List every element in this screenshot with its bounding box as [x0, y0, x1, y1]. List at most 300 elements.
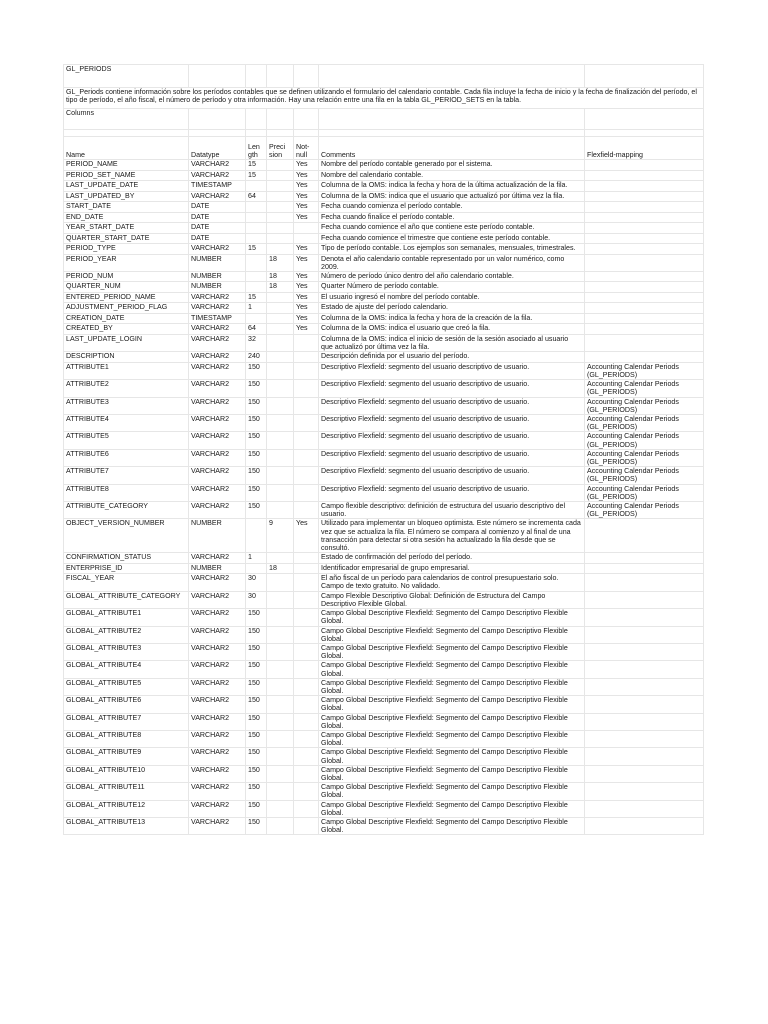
cell-precision: [267, 432, 294, 449]
table-row: [64, 661, 704, 678]
cell-datatype: NUMBER: [189, 282, 246, 293]
cell-flexfield: [585, 800, 704, 817]
cell-notnull: [294, 563, 319, 574]
cell-datatype: VARCHAR2: [189, 502, 246, 519]
table-row: [64, 324, 704, 335]
table-row: [64, 303, 704, 314]
cell-length: 15: [246, 244, 267, 255]
table-row: [64, 553, 704, 564]
cell-precision: [267, 484, 294, 501]
cell-comments: El año fiscal de un período para calendarios de control presupuestario solo. Campo de texto gratuito. No validado.: [319, 574, 585, 591]
table-row: [64, 609, 704, 626]
table-row: [64, 380, 704, 397]
cell-precision: [267, 324, 294, 335]
cell-name: PERIOD_TYPE: [64, 244, 189, 255]
table-row: [64, 292, 704, 303]
cell-notnull: [294, 643, 319, 660]
cell-datatype: VARCHAR2: [189, 678, 246, 695]
cell-precision: [267, 212, 294, 223]
cell-flexfield: [585, 292, 704, 303]
cell-length: 30: [246, 591, 267, 608]
cell-notnull: [294, 352, 319, 363]
cell-comments: Campo Global Descriptive Flexfield: Segmento del Campo Descriptivo Flexible Global.: [319, 713, 585, 730]
cell-flexfield: Accounting Calendar Periods (GL_PERIODS): [585, 415, 704, 432]
cell-notnull: Yes: [294, 191, 319, 202]
cell-datatype: VARCHAR2: [189, 334, 246, 351]
cell-notnull: Yes: [294, 212, 319, 223]
cell-datatype: VARCHAR2: [189, 661, 246, 678]
header-length: Len gth: [246, 137, 267, 160]
cell-flexfield: [585, 202, 704, 213]
cell-length: 150: [246, 748, 267, 765]
cell-comments: Nombre del período contable generado por el sistema.: [319, 160, 585, 171]
cell-datatype: VARCHAR2: [189, 817, 246, 834]
cell-precision: [267, 160, 294, 171]
cell-comments: Identificador empresarial de grupo empresarial.: [319, 563, 585, 574]
cell-precision: [267, 292, 294, 303]
cell-datatype: VARCHAR2: [189, 800, 246, 817]
cell-flexfield: [585, 170, 704, 181]
cell-notnull: [294, 449, 319, 466]
header-name: Name: [64, 137, 189, 160]
cell-length: [246, 271, 267, 282]
cell-precision: [267, 730, 294, 747]
cell-name: ATTRIBUTE4: [64, 415, 189, 432]
cell-length: 150: [246, 609, 267, 626]
cell-comments: Campo Global Descriptive Flexfield: Segmento del Campo Descriptivo Flexible Global.: [319, 696, 585, 713]
header-comments: Comments: [319, 137, 585, 160]
table-row: [64, 362, 704, 379]
cell-notnull: Yes: [294, 181, 319, 192]
cell-flexfield: Accounting Calendar Periods (GL_PERIODS): [585, 502, 704, 519]
cell-precision: [267, 244, 294, 255]
cell-length: [246, 519, 267, 553]
cell-notnull: [294, 748, 319, 765]
cell-flexfield: [585, 212, 704, 223]
cell-comments: Tipo de período contable. Los ejemplos son semanales, mensuales, trimestrales.: [319, 244, 585, 255]
cell-length: 150: [246, 484, 267, 501]
cell-flexfield: [585, 713, 704, 730]
cell-name: ATTRIBUTE_CATEGORY: [64, 502, 189, 519]
cell-datatype: DATE: [189, 212, 246, 223]
cell-length: 1: [246, 303, 267, 314]
cell-comments: Fecha cuando finalice el período contable.: [319, 212, 585, 223]
cell-notnull: [294, 553, 319, 564]
cell-datatype: VARCHAR2: [189, 696, 246, 713]
cell-length: 150: [246, 449, 267, 466]
cell-precision: [267, 313, 294, 324]
cell-length: [246, 254, 267, 271]
table-row: [64, 626, 704, 643]
cell-comments: Denota el año calendario contable representado por un valor numérico, como 2009.: [319, 254, 585, 271]
cell-precision: [267, 191, 294, 202]
table-row: [64, 432, 704, 449]
cell-datatype: VARCHAR2: [189, 415, 246, 432]
cell-precision: [267, 380, 294, 397]
cell-length: 150: [246, 800, 267, 817]
cell-precision: [267, 553, 294, 564]
cell-comments: Descriptivo Flexfield: segmento del usuario descriptivo de usuario.: [319, 449, 585, 466]
cell-flexfield: [585, 609, 704, 626]
table-row: [64, 233, 704, 244]
cell-datatype: VARCHAR2: [189, 303, 246, 314]
cell-comments: Descriptivo Flexfield: segmento del usuario descriptivo de usuario.: [319, 484, 585, 501]
cell-notnull: Yes: [294, 324, 319, 335]
cell-precision: [267, 765, 294, 782]
cell-datatype: DATE: [189, 233, 246, 244]
table-row: [64, 800, 704, 817]
cell-datatype: VARCHAR2: [189, 591, 246, 608]
cell-flexfield: Accounting Calendar Periods (GL_PERIODS): [585, 484, 704, 501]
cell-precision: [267, 334, 294, 351]
cell-length: [246, 282, 267, 293]
cell-length: 150: [246, 502, 267, 519]
cell-name: CREATED_BY: [64, 324, 189, 335]
cell-precision: [267, 748, 294, 765]
cell-comments: Descriptivo Flexfield: segmento del usuario descriptivo de usuario.: [319, 362, 585, 379]
cell-comments: Descriptivo Flexfield: segmento del usuario descriptivo de usuario.: [319, 415, 585, 432]
cell-length: 150: [246, 696, 267, 713]
cell-name: DESCRIPTION: [64, 352, 189, 363]
table-row: [64, 502, 704, 519]
cell-length: 15: [246, 292, 267, 303]
cell-length: 150: [246, 380, 267, 397]
cell-notnull: [294, 574, 319, 591]
cell-flexfield: [585, 661, 704, 678]
table-row: [64, 397, 704, 414]
cell-flexfield: Accounting Calendar Periods (GL_PERIODS): [585, 397, 704, 414]
cell-name: GLOBAL_ATTRIBUTE_CATEGORY: [64, 591, 189, 608]
cell-comments: Estado de confirmación del período del período.: [319, 553, 585, 564]
table-row: [64, 244, 704, 255]
table-row: [64, 563, 704, 574]
cell-precision: [267, 609, 294, 626]
cell-flexfield: [585, 591, 704, 608]
cell-flexfield: [585, 282, 704, 293]
cell-flexfield: [585, 817, 704, 834]
table-row: [64, 748, 704, 765]
cell-comments: Campo flexible descriptivo: definición de estructura del usuario descriptivo del usuario.: [319, 502, 585, 519]
cell-length: 150: [246, 626, 267, 643]
cell-name: ENTERPRISE_ID: [64, 563, 189, 574]
cell-name: FISCAL_YEAR: [64, 574, 189, 591]
cell-notnull: Yes: [294, 244, 319, 255]
cell-notnull: Yes: [294, 271, 319, 282]
cell-name: GLOBAL_ATTRIBUTE13: [64, 817, 189, 834]
cell-flexfield: [585, 574, 704, 591]
cell-precision: [267, 817, 294, 834]
cell-notnull: Yes: [294, 160, 319, 171]
cell-flexfield: [585, 271, 704, 282]
cell-name: ATTRIBUTE3: [64, 397, 189, 414]
cell-precision: [267, 591, 294, 608]
cell-comments: Campo Global Descriptive Flexfield: Segmento del Campo Descriptivo Flexible Global.: [319, 661, 585, 678]
table-row: [64, 282, 704, 293]
cell-name: QUARTER_NUM: [64, 282, 189, 293]
cell-notnull: [294, 713, 319, 730]
cell-flexfield: Accounting Calendar Periods (GL_PERIODS): [585, 449, 704, 466]
table-row: [64, 313, 704, 324]
cell-comments: Campo Global Descriptive Flexfield: Segmento del Campo Descriptivo Flexible Global.: [319, 643, 585, 660]
cell-flexfield: [585, 160, 704, 171]
table-row: [64, 713, 704, 730]
cell-comments: Columna de la OMS: indica el usuario que creó la fila.: [319, 324, 585, 335]
cell-precision: [267, 502, 294, 519]
cell-notnull: [294, 432, 319, 449]
cell-name: YEAR_START_DATE: [64, 223, 189, 234]
cell-length: [246, 223, 267, 234]
cell-comments: Estado de ajuste del período calendario.: [319, 303, 585, 314]
cell-comments: Descriptivo Flexfield: segmento del usuario descriptivo de usuario.: [319, 432, 585, 449]
cell-length: 150: [246, 678, 267, 695]
cell-notnull: [294, 783, 319, 800]
cell-notnull: [294, 678, 319, 695]
cell-name: LAST_UPDATED_BY: [64, 191, 189, 202]
cell-precision: 9: [267, 519, 294, 553]
cell-datatype: VARCHAR2: [189, 748, 246, 765]
cell-datatype: NUMBER: [189, 563, 246, 574]
cell-flexfield: Accounting Calendar Periods (GL_PERIODS): [585, 432, 704, 449]
cell-notnull: [294, 397, 319, 414]
cell-name: PERIOD_NAME: [64, 160, 189, 171]
cell-precision: [267, 800, 294, 817]
table-row: [64, 678, 704, 695]
table-row: [64, 352, 704, 363]
cell-name: CREATION_DATE: [64, 313, 189, 324]
cell-flexfield: [585, 783, 704, 800]
cell-flexfield: [585, 303, 704, 314]
cell-name: GLOBAL_ATTRIBUTE12: [64, 800, 189, 817]
cell-notnull: [294, 626, 319, 643]
cell-comments: Campo Global Descriptive Flexfield: Segmento del Campo Descriptivo Flexible Global.: [319, 765, 585, 782]
cell-comments: Descripción definida por el usuario del período.: [319, 352, 585, 363]
cell-flexfield: [585, 730, 704, 747]
cell-flexfield: [585, 696, 704, 713]
cell-length: 150: [246, 643, 267, 660]
cell-name: GLOBAL_ATTRIBUTE1: [64, 609, 189, 626]
cell-datatype: VARCHAR2: [189, 324, 246, 335]
cell-flexfield: [585, 765, 704, 782]
cell-name: ATTRIBUTE6: [64, 449, 189, 466]
table-row: [64, 223, 704, 234]
cell-name: GLOBAL_ATTRIBUTE8: [64, 730, 189, 747]
cell-flexfield: [585, 244, 704, 255]
cell-name: OBJECT_VERSION_NUMBER: [64, 519, 189, 553]
cell-datatype: TIMESTAMP: [189, 181, 246, 192]
cell-precision: [267, 467, 294, 484]
cell-flexfield: Accounting Calendar Periods (GL_PERIODS): [585, 380, 704, 397]
cell-datatype: VARCHAR2: [189, 432, 246, 449]
cell-comments: Columna de la OMS: indica la fecha y hora de la creación de la fila.: [319, 313, 585, 324]
cell-comments: Descriptivo Flexfield: segmento del usuario descriptivo de usuario.: [319, 467, 585, 484]
cell-notnull: [294, 609, 319, 626]
cell-length: [246, 202, 267, 213]
table-row: [64, 591, 704, 608]
cell-precision: 18: [267, 271, 294, 282]
table-row: [64, 170, 704, 181]
cell-notnull: Yes: [294, 254, 319, 271]
gl-periods-table: [63, 64, 704, 835]
cell-name: GLOBAL_ATTRIBUTE11: [64, 783, 189, 800]
table-row: [64, 484, 704, 501]
cell-notnull: [294, 591, 319, 608]
cell-precision: [267, 362, 294, 379]
cell-length: 64: [246, 324, 267, 335]
cell-comments: Columna de la OMS: indica el inicio de sesión de la sesión asociado al usuario que actualizó por última vez la fila.: [319, 334, 585, 351]
cell-comments: Campo Global Descriptive Flexfield: Segmento del Campo Descriptivo Flexible Global.: [319, 783, 585, 800]
cell-datatype: VARCHAR2: [189, 553, 246, 564]
cell-precision: [267, 661, 294, 678]
cell-notnull: [294, 467, 319, 484]
cell-flexfield: [585, 626, 704, 643]
cell-comments: Descriptivo Flexfield: segmento del usuario descriptivo de usuario.: [319, 397, 585, 414]
cell-name: GLOBAL_ATTRIBUTE3: [64, 643, 189, 660]
table-row: [64, 415, 704, 432]
cell-length: 150: [246, 713, 267, 730]
cell-precision: [267, 696, 294, 713]
cell-datatype: VARCHAR2: [189, 292, 246, 303]
cell-datatype: VARCHAR2: [189, 467, 246, 484]
cell-datatype: VARCHAR2: [189, 449, 246, 466]
cell-name: GLOBAL_ATTRIBUTE10: [64, 765, 189, 782]
cell-name: ATTRIBUTE8: [64, 484, 189, 501]
cell-name: LAST_UPDATE_DATE: [64, 181, 189, 192]
cell-name: PERIOD_NUM: [64, 271, 189, 282]
cell-comments: Utilizado para implementar un bloqueo optimista. Este número se incrementa cada vez que se actualiza la fila. El número se compara al comienzo y al final de una transacción para detectar si otra sesión ha actualizado la fila desde que se consultó.: [319, 519, 585, 553]
cell-datatype: VARCHAR2: [189, 244, 246, 255]
table-row: [64, 696, 704, 713]
cell-length: 150: [246, 817, 267, 834]
cell-flexfield: [585, 643, 704, 660]
table-row: [64, 202, 704, 213]
cell-length: 150: [246, 661, 267, 678]
cell-flexfield: [585, 223, 704, 234]
table-description: GL_Periods contiene información sobre los períodos contables que se definen utilizando el formulario del calendario contable. Cada fila incluye la fecha de inicio y la fecha de finalización del período, el tipo de período, el año fiscal, el número de período y otra información. Hay una relación entre una fila en la tabla GL_PERIOD_SETS en la tabla.: [64, 88, 704, 109]
table-row: [64, 574, 704, 591]
cell-name: GLOBAL_ATTRIBUTE9: [64, 748, 189, 765]
cell-notnull: Yes: [294, 292, 319, 303]
cell-comments: Campo Global Descriptive Flexfield: Segmento del Campo Descriptivo Flexible Global.: [319, 678, 585, 695]
table-row: [64, 783, 704, 800]
table-row: [64, 160, 704, 171]
table-row: [64, 519, 704, 553]
cell-length: 15: [246, 170, 267, 181]
cell-flexfield: [585, 519, 704, 553]
cell-precision: [267, 397, 294, 414]
cell-precision: [267, 352, 294, 363]
cell-length: 150: [246, 730, 267, 747]
header-precision: Preci sion: [267, 137, 294, 160]
cell-comments: Quarter Número de período contable.: [319, 282, 585, 293]
cell-length: 64: [246, 191, 267, 202]
cell-notnull: [294, 223, 319, 234]
cell-notnull: [294, 765, 319, 782]
cell-comments: Fecha cuando comience el trimestre que contiene este período contable.: [319, 233, 585, 244]
cell-notnull: Yes: [294, 170, 319, 181]
cell-flexfield: [585, 334, 704, 351]
cell-flexfield: [585, 313, 704, 324]
cell-length: 150: [246, 415, 267, 432]
cell-length: 1: [246, 553, 267, 564]
columns-heading: Columns: [64, 109, 189, 130]
cell-flexfield: [585, 563, 704, 574]
cell-comments: Columna de la OMS: indica la fecha y hora de la última actualización de la fila.: [319, 181, 585, 192]
cell-datatype: VARCHAR2: [189, 643, 246, 660]
cell-precision: 18: [267, 563, 294, 574]
cell-flexfield: [585, 191, 704, 202]
cell-comments: Fecha cuando comienza el período contable.: [319, 202, 585, 213]
cell-precision: 18: [267, 282, 294, 293]
cell-comments: Campo Global Descriptive Flexfield: Segmento del Campo Descriptivo Flexible Global.: [319, 730, 585, 747]
cell-datatype: DATE: [189, 223, 246, 234]
cell-name: GLOBAL_ATTRIBUTE4: [64, 661, 189, 678]
cell-notnull: [294, 817, 319, 834]
table-row: [64, 730, 704, 747]
cell-datatype: VARCHAR2: [189, 626, 246, 643]
table-row: [64, 181, 704, 192]
cell-precision: [267, 574, 294, 591]
cell-comments: Campo Global Descriptive Flexfield: Segmento del Campo Descriptivo Flexible Global.: [319, 817, 585, 834]
cell-datatype: VARCHAR2: [189, 352, 246, 363]
table-row: [64, 334, 704, 351]
cell-name: ATTRIBUTE1: [64, 362, 189, 379]
cell-notnull: [294, 380, 319, 397]
cell-length: 150: [246, 397, 267, 414]
cell-flexfield: [585, 254, 704, 271]
cell-datatype: VARCHAR2: [189, 484, 246, 501]
cell-datatype: NUMBER: [189, 271, 246, 282]
table-row: [64, 765, 704, 782]
cell-notnull: Yes: [294, 313, 319, 324]
cell-flexfield: [585, 748, 704, 765]
header-flexfield: Flexfield-mapping: [585, 137, 704, 160]
cell-name: ADJUSTMENT_PERIOD_FLAG: [64, 303, 189, 314]
cell-notnull: Yes: [294, 202, 319, 213]
cell-name: ATTRIBUTE2: [64, 380, 189, 397]
cell-comments: Campo Global Descriptive Flexfield: Segmento del Campo Descriptivo Flexible Global.: [319, 626, 585, 643]
cell-length: 15: [246, 160, 267, 171]
cell-length: 150: [246, 765, 267, 782]
cell-datatype: VARCHAR2: [189, 713, 246, 730]
cell-name: ENTERED_PERIOD_NAME: [64, 292, 189, 303]
cell-datatype: NUMBER: [189, 254, 246, 271]
cell-name: GLOBAL_ATTRIBUTE7: [64, 713, 189, 730]
cell-comments: Campo Global Descriptive Flexfield: Segmento del Campo Descriptivo Flexible Global.: [319, 748, 585, 765]
cell-precision: [267, 202, 294, 213]
cell-name: END_DATE: [64, 212, 189, 223]
cell-flexfield: [585, 678, 704, 695]
cell-name: PERIOD_SET_NAME: [64, 170, 189, 181]
cell-flexfield: [585, 181, 704, 192]
cell-comments: Campo Flexible Descriptivo Global: Definición de Estructura del Campo Descriptivo Flexible Global.: [319, 591, 585, 608]
cell-notnull: Yes: [294, 519, 319, 553]
cell-precision: [267, 233, 294, 244]
cell-datatype: VARCHAR2: [189, 609, 246, 626]
cell-comments: Número de período único dentro del año calendario contable.: [319, 271, 585, 282]
cell-comments: Columna de la OMS: indica que el usuario que actualizó por última vez la fila.: [319, 191, 585, 202]
cell-notnull: Yes: [294, 303, 319, 314]
cell-datatype: TIMESTAMP: [189, 313, 246, 324]
cell-comments: Campo Global Descriptive Flexfield: Segmento del Campo Descriptivo Flexible Global.: [319, 609, 585, 626]
cell-length: 240: [246, 352, 267, 363]
cell-precision: [267, 643, 294, 660]
cell-notnull: [294, 334, 319, 351]
cell-flexfield: Accounting Calendar Periods (GL_PERIODS): [585, 467, 704, 484]
cell-precision: [267, 170, 294, 181]
cell-notnull: [294, 696, 319, 713]
cell-precision: [267, 415, 294, 432]
cell-name: START_DATE: [64, 202, 189, 213]
